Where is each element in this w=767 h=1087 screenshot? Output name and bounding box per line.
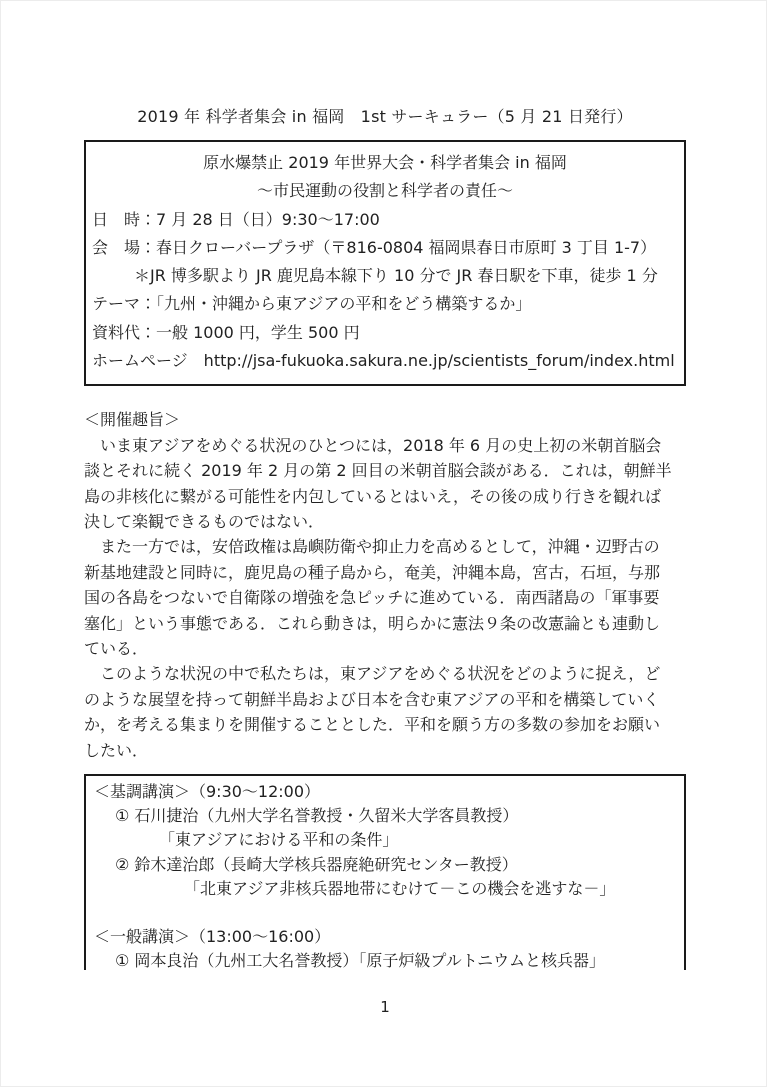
event-subtitle: ～市民運動の役割と科学者の責任～ bbox=[256, 181, 513, 201]
purpose-line: か，を考える集まりを開催することとした．平和を願う方の多数の参加をお願い bbox=[84, 715, 661, 735]
purpose-line: ている． bbox=[84, 639, 149, 659]
purpose-line: 新基地建設と同時に，鹿児島の種子島から，奄美，沖縄本島，宮古，石垣，与那 bbox=[84, 562, 661, 582]
event-title: 原水爆禁止 2019 年世界大会・科学者集会 in 福岡 bbox=[203, 153, 567, 172]
event-datetime: 日 時：7 月 28 日（日）9:30～17:00 bbox=[92, 209, 380, 229]
purpose-line: いま東アジアをめぐる状況のひとつには，2018 年 6 月の史上初の米朝首脳会 bbox=[84, 435, 662, 455]
keynote-talk-title-1: 「東アジアにおける平和の条件」 bbox=[159, 830, 399, 850]
keynote-heading: ＜基調講演＞（9:30～12:00） bbox=[94, 782, 321, 802]
purpose-line: のような展望を持って朝鮮半島および日本を含む東アジアの平和を構築していく bbox=[84, 689, 660, 709]
program-box bbox=[84, 774, 686, 970]
event-website-url: ホームページ http://jsa-fukuoka.sakura.ne.jp/scientists_forum/index.html bbox=[92, 351, 675, 371]
purpose-line: 国の各島をつないで自衛隊の増強を急ピッチに進めている．南西諸島の「軍事要 bbox=[84, 588, 660, 608]
purpose-section-body bbox=[84, 433, 686, 763]
purpose-section-heading: ＜開催趣旨＞ bbox=[84, 410, 181, 430]
keynote-speaker-1: ① 石川捷治（九州大学名誉教授・久留米大学客員教授） bbox=[115, 806, 519, 826]
page-number: 1 bbox=[380, 998, 390, 1017]
page-title: 2019 年 科学者集会 in 福岡 1st サーキュラー（5 月 21 日発行） bbox=[137, 107, 633, 126]
keynote-speaker-2: ② 鈴木達治郎（長崎大学核兵器廃絶研究センター教授） bbox=[115, 854, 518, 874]
event-theme: テーマ：「九州・沖縄から東アジアの平和をどう構築するか」 bbox=[92, 294, 532, 314]
purpose-line: したい． bbox=[84, 740, 149, 760]
purpose-line: 塞化」という事態である．これら動きは，明らかに憲法９条の改憲論とも連動し bbox=[84, 613, 661, 633]
event-venue: 会 場：春日クローバープラザ（〒816-0804 福岡県春日市原町 3 丁目 1-7） bbox=[92, 237, 657, 257]
document-content bbox=[84, 106, 686, 1016]
purpose-line: また一方では，安倍政権は島嶼防衛や抑止力を高めるとして，沖縄・辺野古の bbox=[84, 537, 660, 557]
event-access-note: ＊JR 博多駅より JR 鹿児島本線下り 10 分で JR 春日駅を下車，徒歩 1 分 bbox=[134, 266, 658, 286]
purpose-line: 決して楽観できるものではない． bbox=[84, 512, 325, 531]
event-info-box bbox=[84, 140, 686, 386]
general-lectures-heading: ＜一般講演＞（13:00～16:00） bbox=[94, 927, 331, 947]
purpose-line: 談とそれに続く 2019 年 2 月の第 2 回目の米朝首脳会談がある．これは，朝鮮半 bbox=[84, 461, 672, 481]
event-fee: 資料代：一般 1000 円，学生 500 円 bbox=[92, 322, 360, 342]
general-speaker-1: ① 岡本良治（九州工大名誉教授）「原子炉級プルトニウムと核兵器」 bbox=[115, 951, 605, 971]
keynote-talk-title-2: 「北東アジア非核兵器地帯にむけて－この機会を逃すな－」 bbox=[184, 878, 616, 898]
purpose-line: 島の非核化に繋がる可能性を内包しているとはいえ，その後の成り行きを観れば bbox=[84, 486, 661, 506]
purpose-line: このような状況の中で私たちは，東アジアをめぐる状況をどのように捉え，ど bbox=[84, 664, 661, 684]
